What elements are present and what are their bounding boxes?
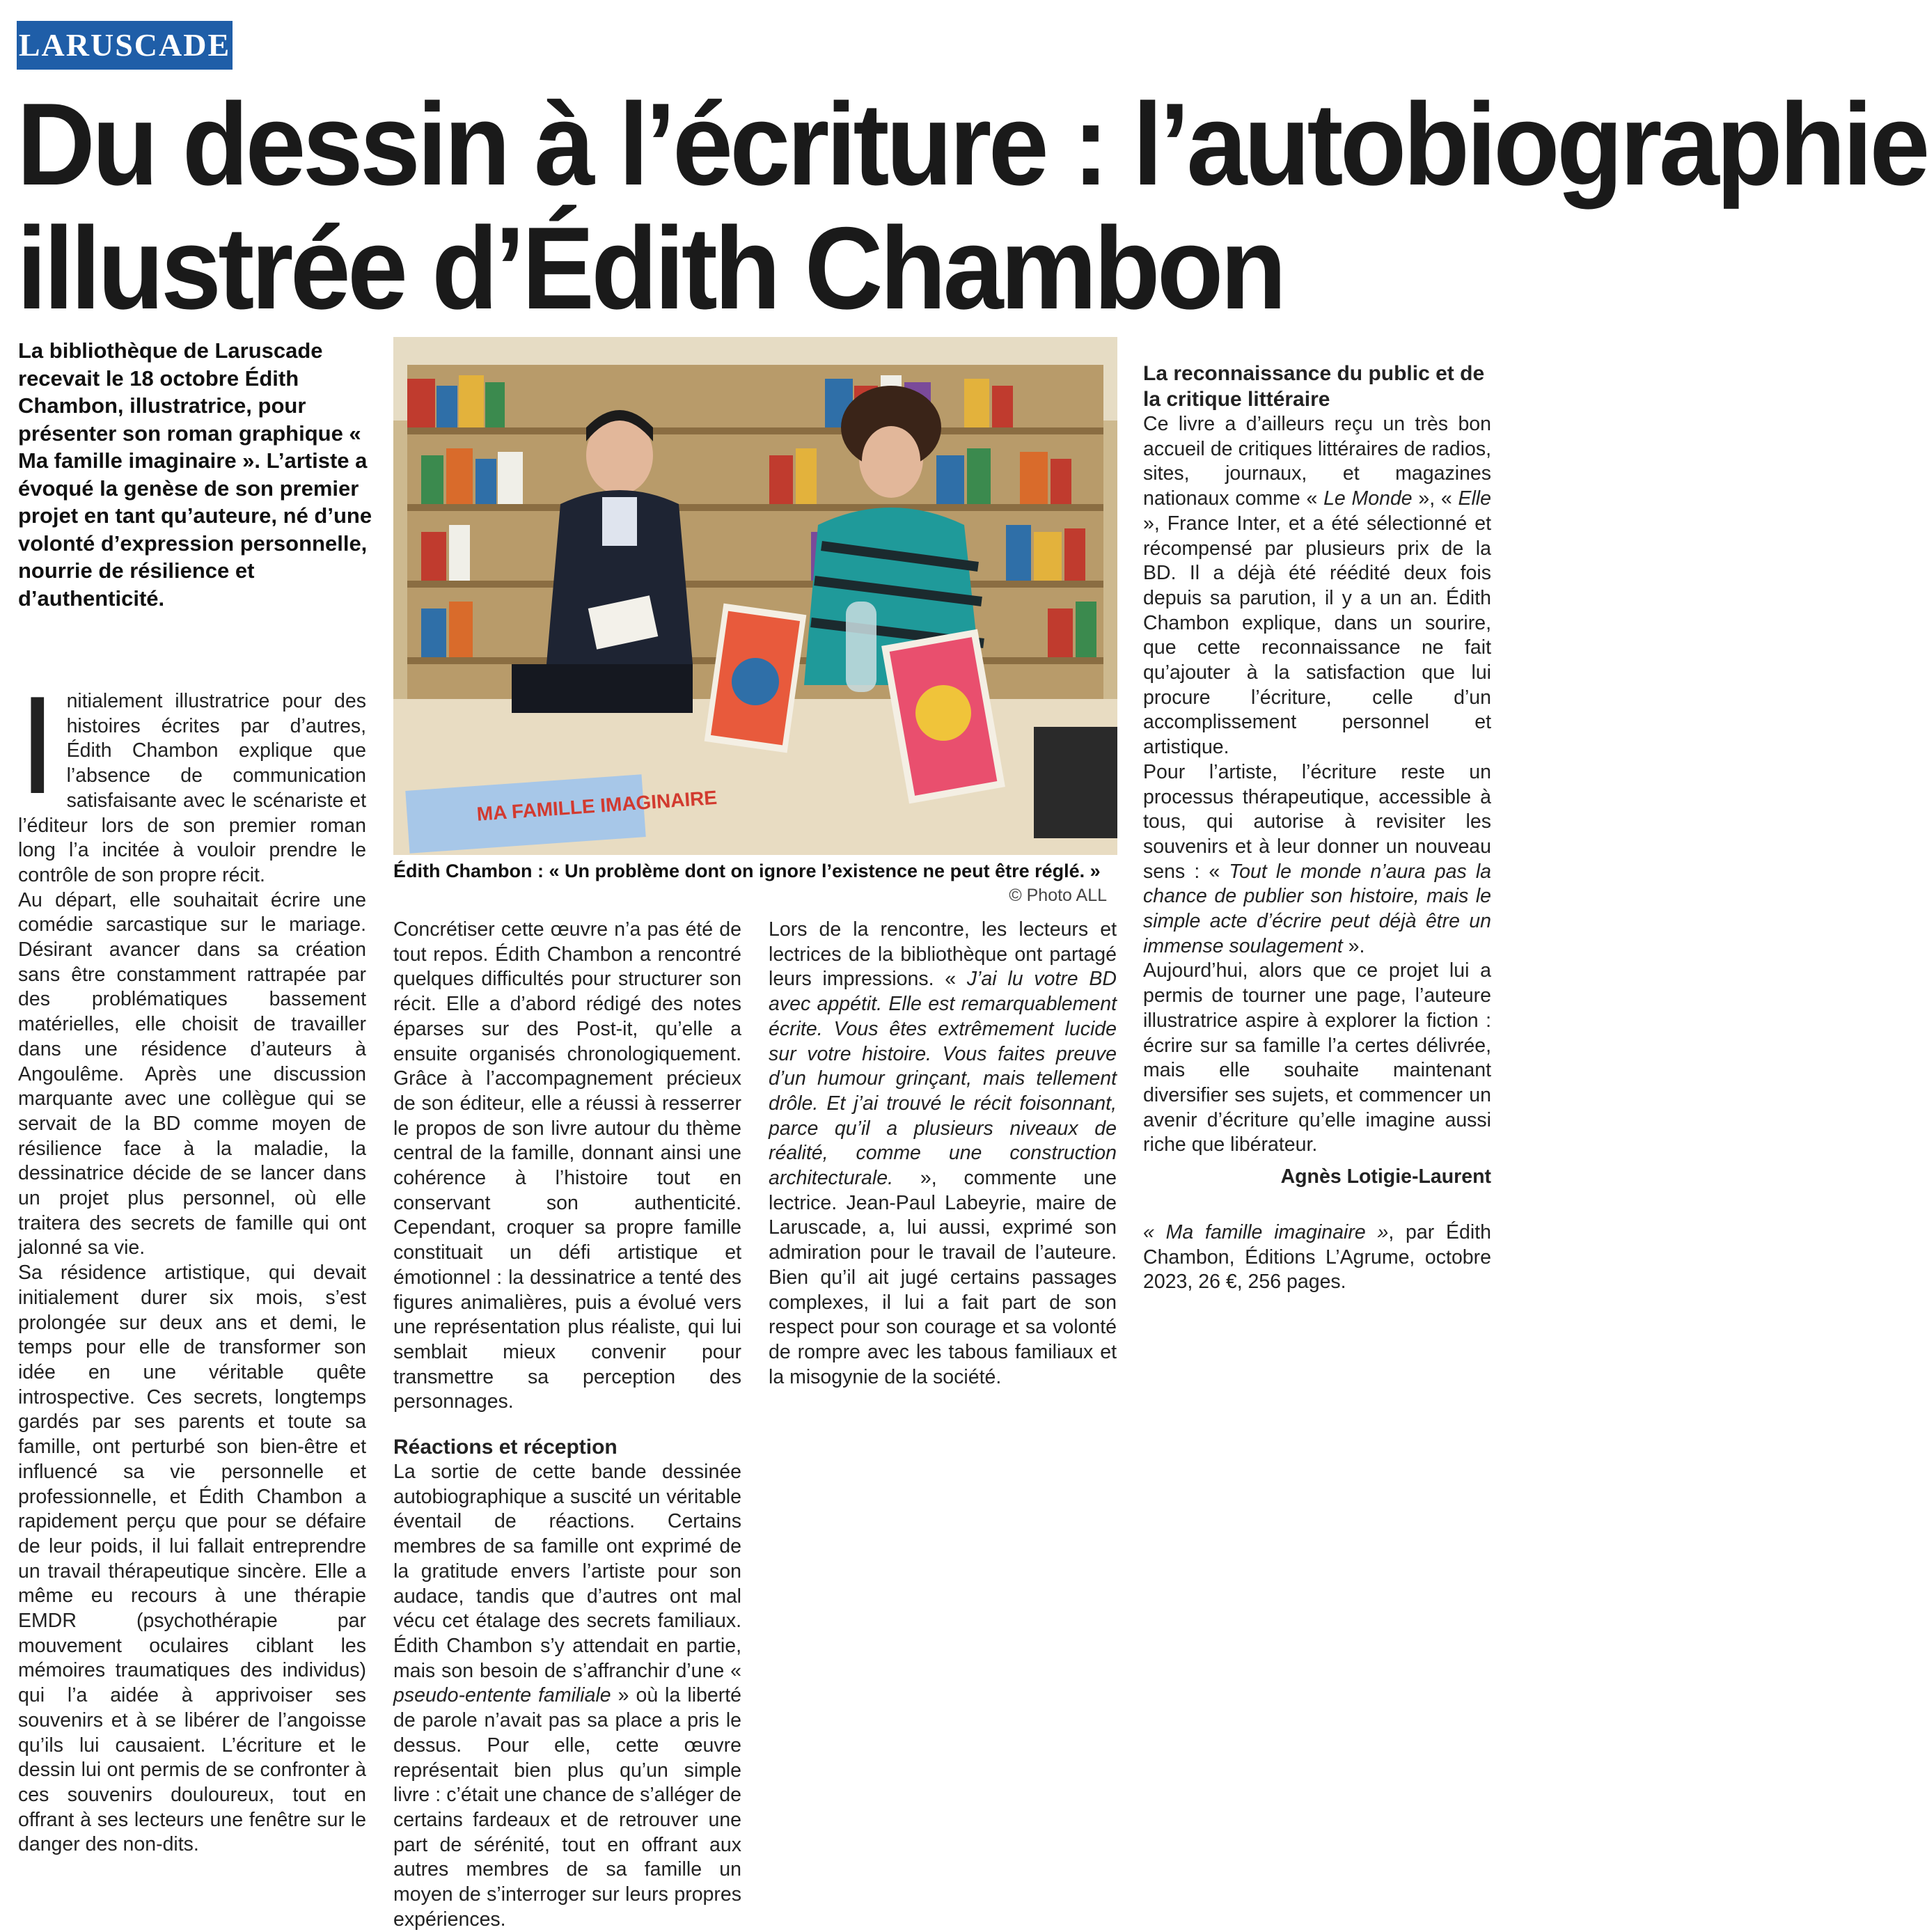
library-scene-illustration bbox=[393, 337, 1117, 855]
book-reference: « Ma famille imaginaire », par Édith Chambon, Éditions L’Agrume, octobre 2023, 26 €, 256 pages. bbox=[1143, 1220, 1491, 1294]
book-cover-title: MA FAMILLE IMAGINAIRE bbox=[475, 786, 718, 825]
article-column-3 bbox=[769, 918, 1117, 1390]
article-column-4 bbox=[1143, 337, 1491, 1295]
headline bbox=[17, 79, 1927, 333]
photo-credit: © Photo ALL bbox=[1009, 886, 1107, 905]
body-paragraph: Aujourd’hui, alors que ce projet lui a permis de tourner une page, l’auteure illustratrice aspire à explorer la fiction : écrire sur sa famille l’a certes délivrée, mais elle souhaite maintenant diversifier ses sujets, et commencer un avenir d’écriture qu’elle imagine aussi riche que libérateur. bbox=[1143, 959, 1491, 1156]
body-paragraph: Initialement illustratrice pour des histoires écrites par d’autres, Édith Chambon explique que l’absence de communication satisfaisante avec le scénariste et l’éditeur lors de son premier roman long l’a incitée à vouloir prendre le contrôle de son propre récit. bbox=[18, 668, 366, 886]
body-paragraph: Concrétiser cette œuvre n’a pas été de tout repos. Édith Chambon a rencontré quelques difficultés pour structurer son récit. Elle a d’abord rédigé des notes éparses sur des Post-it, qu’elle a ensuite organisés chronologiquement. Grâce à l’accompagnement précieux de son éditeur, elle a réussi à resserrer le propos de son livre autour du thème central de la famille, donnant ainsi une cohérence à l’histoire tout en conservant son authenticité. Cependant, croquer sa propre famille constituait un défi artistique et émotionnel : la dessinatrice a tenté des figures animalières, puis a évolué vers une représentation plus réaliste, qui lui semblait mieux convenir pour transmettre sa perception des personnages. bbox=[393, 918, 741, 1413]
body-paragraph: Lors de la rencontre, les lecteurs et lectrices de la bibliothèque ont partagé leurs impressions. « J’ai lu votre BD avec appétit. Elle est remarquablement écrite. Vous êtes extrêmement lucide sur votre histoire. Vous faites preuve d’un humour grinçant, mais tellement drôle. Et j’ai trouvé le récit foisonnant, parce qu’il a plusieurs niveaux de réalité, comme une construction architecturale. », commente une lectrice. Jean-Paul Labeyrie, maire de Laruscade, a, lui aussi, exprimé son admiration pour le travail de l’auteure. Bien qu’il ait jugé certains passages complexes, il lui a fait part de son respect pour son courage et sa volonté de rompre avec les tabous familiaux et la misogynie de la société. bbox=[769, 918, 1117, 1388]
headline-line-1: Du dessin à l’écriture : l’autobiographie bbox=[17, 79, 1927, 210]
author-signature: Agnès Lotigie-Laurent bbox=[1280, 1165, 1491, 1188]
body-paragraph: Pour l’artiste, l’écriture reste un processus thérapeutique, accessible à tous, qui autorise à revisiter les souvenirs et à leur donner un nouveau sens : « Tout le monde n’aura pas la chance de publier son histoire, mais le simple acte d’écrire peut déjà être un immense soulagement ». bbox=[1143, 760, 1491, 957]
photo-caption: Édith Chambon : « Un problème dont on ignore l’existence ne peut être réglé. » bbox=[393, 861, 1101, 881]
chalkboard-sign bbox=[1034, 727, 1117, 838]
body-paragraph: Au départ, elle souhaitait écrire une comédie sarcastique sur le mariage. Désirant avancer dans sa création sans être constamment rattrapée par des problématiques bassement matérielles, elle choisit de travailler dans une résidence d’auteurs à Angoulême. Après une discussion marquante avec une collègue qui se servait de la BD comme moyen de résilience face à la maladie, la dessinatrice décide de se lancer dans un projet plus personnel, où elle traitera des secrets de famille qui ont jalonné sa vie. bbox=[18, 888, 366, 1259]
article-column-2 bbox=[393, 918, 741, 1932]
chapo: La bibliothèque de Laruscade recevait le 18 octobre Édith Chambon, illustratrice, pour présenter son roman graphique « Ma famille imaginaire ». L’artiste a évoqué la genèse de son premier projet en tant qu’auteure, né d’une volonté d’expression personnelle, nourrie de résilience et d’authenticité. bbox=[18, 338, 372, 611]
body-paragraph: Sa résidence artistique, qui devait initialement durer six mois, s’est prolongée sur deux ans et demi, le temps pour elle de transformer son idée en une véritable quête introspective. Ces secrets, longtemps gardés par ses parents et toute sa famille, ont perturbé son bien-être et influencé sa vie personnelle et professionnelle, et Édith Chambon a rapidement perçu que pour se défaire de leur poids, il lui fallait entreprendre un travail thérapeutique sincère. Elle a même eu recours à une thérapie EMDR (psychothérapie par mouvement oculaires ciblant les mémoires traumatiques des individus) qui l’a aidée à apprivoiser ses souvenirs et à se libérer de l’angoisse qu’ils lui causaient. L’écriture et le dessin lui ont permis de se confronter à ces souvenirs douloureux, tout en offrant à ses lecteurs une fenêtre sur le danger des non-dits. bbox=[18, 1262, 366, 1856]
body-paragraph: La sortie de cette bande dessinée autobiographique a suscité un véritable éventail de réactions. Certains membres de sa famille ont exprimé de la gratitude envers l’artiste pour son audace, tandis que d’autres ont mal vécu cet étalage des secrets familiaux. Édith Chambon s’y attendait en partie, mais son besoin de s’affranchir d’une « pseudo-entente familiale » où la liberté de parole n’avait pas sa place a pris le dessus. Pour elle, cette œuvre représentait bien plus qu’un simple livre : c’était une chance de s’alléger de certains fardeaux et de retrouver une part de sérénité, tout en offrant aux autres membres de sa famille un moyen de s’interroger sur leurs propres expériences. bbox=[393, 1461, 741, 1931]
headline-line-2: illustrée d’Édith Chambon bbox=[17, 203, 1284, 333]
section-tag: LARUSCADE bbox=[17, 21, 233, 70]
subheading: Réactions et réception bbox=[393, 1436, 618, 1459]
article-column-1 bbox=[18, 668, 366, 1858]
subheading: La reconnaissance du public et de la critique littéraire bbox=[1143, 362, 1485, 411]
body-paragraph: Ce livre a d’ailleurs reçu un très bon accueil de critiques littéraires de radios, sites, journaux, et magazines nationaux comme « Le Monde », « Elle », France Inter, et a été sélectionné et récompensé par plusieurs prix de la BD. Il a déjà été réédité deux fois depuis sa parution, il y a un an. Édith Chambon explique, dans un sourire, que cette reconnaissance ne fait qu’ajouter à la satisfaction que lui procure l’écriture, celle d’un accomplissement personnel et artistique. bbox=[1143, 413, 1491, 759]
article-photo bbox=[393, 337, 1117, 855]
drop-cap: I bbox=[18, 668, 57, 823]
